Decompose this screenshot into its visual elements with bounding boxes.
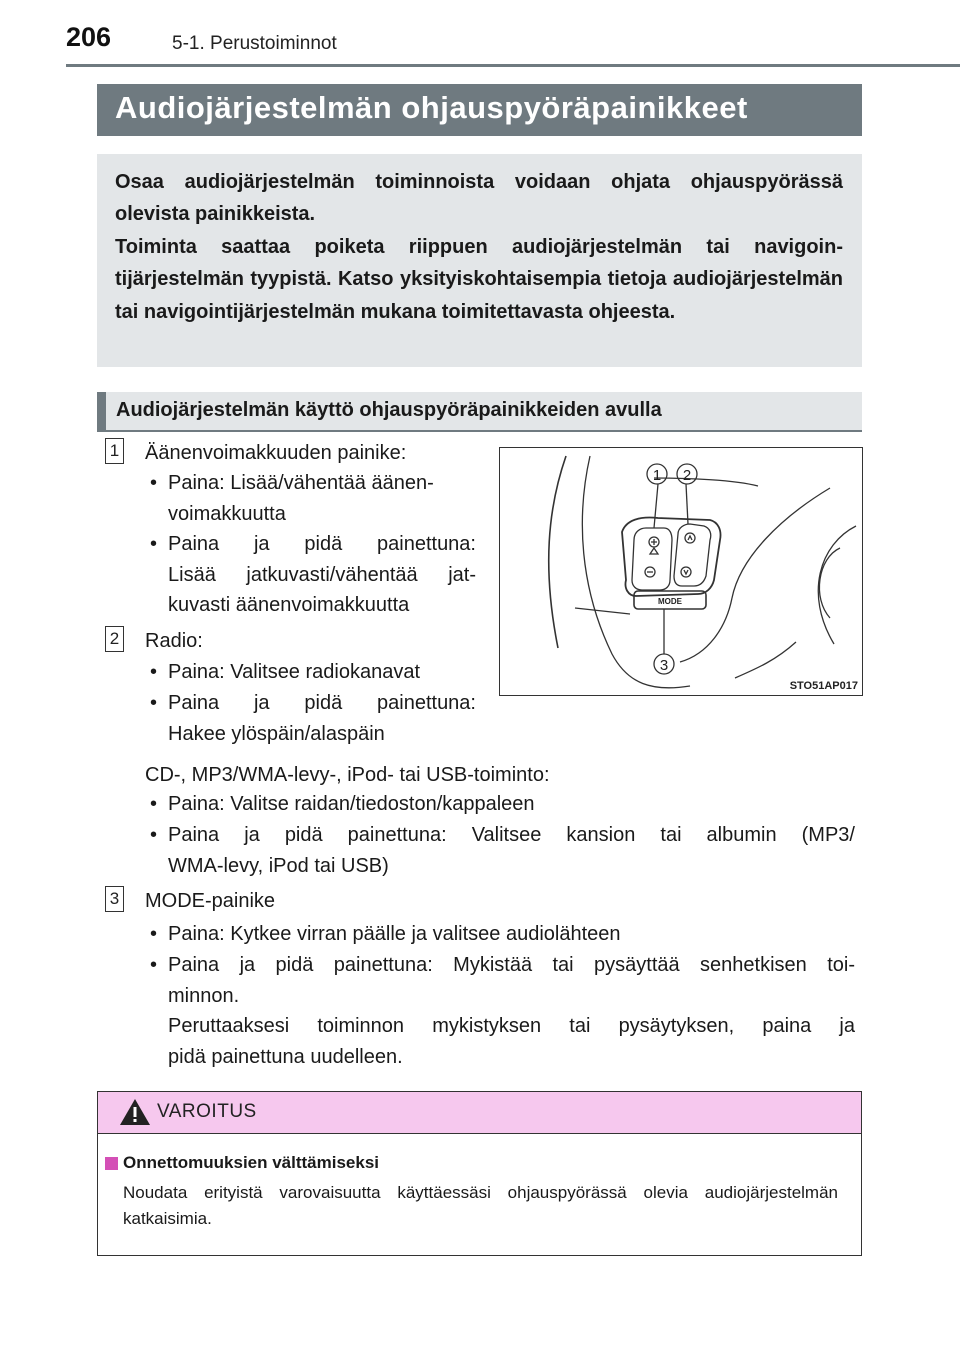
- item-1-title: Äänenvoimakkuuden painike:: [145, 442, 407, 464]
- warning-text: Noudata erityistä varovaisuutta käyttäessäsi ohjauspyörässä olevia audiojärjestelmän katkaisimia.: [123, 1183, 838, 1228]
- subsection-heading: [97, 392, 862, 432]
- page-title: Audiojärjestelmän ohjauspyöräpainikkeet: [115, 90, 748, 125]
- intro-paragraph-2: Toiminta saattaa poiketa riippuen audiojärjestelmän tai navigointijärjestelmän tyypistä. Katso yksityiskohtaisempia tietoja audiojärjestelmän tai navigointijärjestelmän mukana toimitettavasta ohjeesta.: [115, 235, 843, 323]
- item-1-bullet-2: [150, 529, 476, 621]
- warning-triangle-icon: [118, 1097, 152, 1127]
- section-label: 5-1. Perustoiminnot: [172, 33, 337, 54]
- bullet-dot: •: [150, 824, 158, 846]
- bullet-line: voimakkuutta: [168, 502, 286, 525]
- callout-2: 2: [682, 467, 692, 484]
- bullet-line: Paina: Lisää/vähentää äänen-: [168, 472, 434, 494]
- item-3-number: 3: [105, 886, 124, 912]
- bullet-line: Lisää jatkuvasti/vähentää jat-: [168, 563, 476, 586]
- bullet-dot: •: [150, 954, 158, 976]
- item-2-bullet-2: [150, 688, 476, 749]
- figure-code: STO51AP017: [789, 680, 858, 692]
- bullet-line: Paina: Kytkee virran päälle ja valitsee audiolähteen: [168, 923, 621, 945]
- item-3-title: MODE-painike: [145, 890, 276, 912]
- warning-box: [97, 1091, 862, 1256]
- bullet-line: kuvasti äänenvoimakkuutta: [168, 594, 410, 616]
- warning-square-icon: [105, 1157, 118, 1170]
- intro-box: [97, 154, 862, 367]
- intro-paragraph-1: Osaa audiojärjestelmän toiminnoista voidaan ohjata ohjauspyörässä olevista painikkeista.: [115, 171, 843, 226]
- callout-1: 1: [652, 467, 662, 484]
- item-2-sub-bullet-1: [150, 789, 855, 820]
- bullet-line: Paina ja pidä painettuna:: [168, 533, 476, 555]
- bullet-line: Paina ja pidä painettuna: Valitsee kansion tai albumin (MP3/: [168, 824, 855, 846]
- item-2-sub-bullet-2: [150, 820, 855, 881]
- title-bar: [97, 84, 862, 136]
- item-3-bullet-2: [150, 950, 855, 1072]
- item-2-bullet-1: [150, 657, 476, 688]
- bullet-line: Paina: Valitse raidan/tiedoston/kappaleen: [168, 793, 535, 815]
- bullet-line: Hakee ylöspäin/alaspäin: [168, 722, 385, 745]
- item-2-title: Radio:: [145, 630, 203, 652]
- steering-switch-figure: [499, 447, 863, 696]
- bullet-dot: •: [150, 472, 158, 494]
- item-3-bullet-1: [150, 919, 855, 950]
- subsection-heading-bar: [97, 392, 106, 432]
- bullet-line: minnon.: [168, 984, 240, 1007]
- steering-wheel-illustration: [500, 448, 862, 695]
- bullet-line: pidä painettuna uudelleen.: [168, 1045, 403, 1068]
- header-rule: [66, 64, 960, 67]
- bullet-line: Paina: Valitsee radiokanavat: [168, 661, 421, 683]
- bullet-dot: •: [150, 923, 158, 945]
- bullet-line: WMA-levy, iPod tai USB): [168, 854, 389, 877]
- callout-3: 3: [659, 657, 669, 674]
- bullet-line: Peruttaaksesi toiminnon mykistyksen tai pysäytyksen, paina ja: [168, 1015, 855, 1037]
- warning-header: [98, 1092, 861, 1134]
- bullet-dot: •: [150, 692, 158, 714]
- bullet-line: Paina ja pidä painettuna: Mykistää tai pysäyttää senhetkisen toi-: [168, 954, 855, 976]
- warning-subtitle: Onnettomuuksien välttämiseksi: [123, 1153, 380, 1172]
- item-1-number: 1: [105, 438, 124, 464]
- bullet-dot: •: [150, 533, 158, 555]
- mode-button-label: MODE: [658, 597, 682, 606]
- bullet-dot: •: [150, 793, 158, 815]
- page-number: 206: [66, 22, 112, 52]
- bullet-line: Paina ja pidä painettuna:: [168, 692, 476, 714]
- bullet-dot: •: [150, 661, 158, 683]
- warning-label: VAROITUS: [157, 1101, 257, 1122]
- subsection-heading-text: Audiojärjestelmän käyttö ohjauspyöräpainikkeiden avulla: [116, 399, 662, 421]
- intro-text: [115, 166, 843, 328]
- item-2-number: 2: [105, 626, 124, 652]
- item-2-subtitle: CD-, MP3/WMA-levy-, iPod- tai USB-toiminto:: [145, 764, 550, 786]
- item-1-bullet-1: [150, 468, 476, 529]
